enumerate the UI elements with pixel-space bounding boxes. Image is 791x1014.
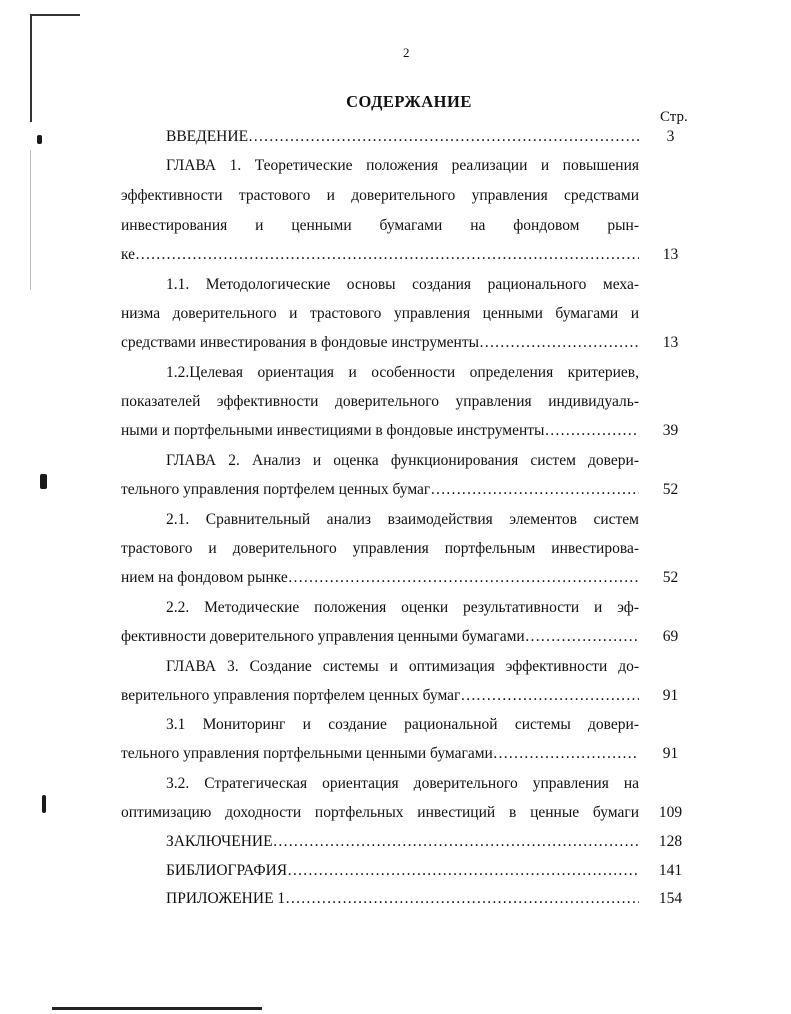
toc-page-number: 91 bbox=[662, 687, 679, 704]
scan-artifact-mark bbox=[37, 135, 42, 144]
scan-artifact-mark bbox=[40, 474, 47, 489]
toc-entry-text: тельного управления портфелем ценных бумаг bbox=[121, 481, 431, 498]
toc-entry-chapter-1-line: эффективности трастового и доверительного управления средствами bbox=[121, 187, 639, 204]
toc-page-number: 52 bbox=[662, 569, 679, 586]
page-column-label: Стр. bbox=[660, 109, 688, 125]
toc-entry-chapter-1[interactable]: ГЛАВА 1. Теоретические положения реализации и повышения bbox=[166, 157, 639, 174]
leader-dots bbox=[479, 328, 639, 358]
toc-entry-chapter-3[interactable]: ГЛАВА 3. Создание системы и оптимизация эффективности до- bbox=[166, 658, 639, 675]
leader-dots bbox=[273, 827, 639, 857]
leader-dots bbox=[525, 622, 639, 652]
toc-entry-section-2-2[interactable]: 2.2. Методические положения оценки результативности и эф- bbox=[166, 599, 639, 616]
toc-entry-text: ЗАКЛЮЧЕНИЕ bbox=[166, 833, 273, 850]
toc-page-number: 128 bbox=[658, 833, 683, 850]
toc-entry-appendix-1[interactable] bbox=[166, 884, 639, 914]
toc-entry-introduction[interactable] bbox=[166, 122, 639, 152]
toc-entry-chapter-1-line bbox=[121, 240, 639, 270]
toc-entry-text: ными и портфельными инвестициями в фондовые инструменты bbox=[121, 422, 545, 439]
toc-entry-chapter-1-line: инвестирования и ценными бумагами на фондовом рын- bbox=[121, 217, 639, 234]
toc-page-number: 91 bbox=[662, 745, 679, 762]
toc-entry-section-3-2[interactable]: 3.2. Стратегическая ориентация доверительного управления на bbox=[166, 775, 639, 792]
toc-entry-text: тельного управления портфельными ценными бумагами bbox=[121, 745, 493, 762]
toc-entry-chapter-2-line bbox=[121, 475, 639, 505]
toc-entry-text: фективности доверительного управления ценными бумагами bbox=[121, 628, 525, 645]
toc-page-number: 109 bbox=[658, 804, 683, 821]
leader-dots bbox=[544, 416, 639, 446]
toc-entry-section-2-1[interactable]: 2.1. Сравнительный анализ взаимодействия элементов систем bbox=[166, 511, 639, 528]
leader-dots bbox=[285, 884, 639, 914]
toc-entry-section-3-1-line bbox=[121, 739, 639, 769]
toc-page-number: 13 bbox=[662, 246, 679, 263]
toc-entry-section-2-2-line bbox=[121, 622, 639, 652]
toc-entry-section-2-1-line bbox=[121, 563, 639, 593]
page-title: СОДЕРЖАНИЕ bbox=[346, 92, 472, 111]
leader-dots bbox=[288, 563, 639, 593]
toc-entry-section-2-1-line: трастового и доверительного управления портфельным инвестирова- bbox=[121, 540, 639, 557]
toc-entry-section-1-1-line bbox=[121, 328, 639, 358]
toc-entry-conclusion[interactable] bbox=[166, 827, 639, 857]
leader-dots bbox=[430, 475, 639, 505]
toc-entry-text: ПРИЛОЖЕНИЕ 1 bbox=[166, 890, 286, 907]
toc-entry-section-1-2[interactable]: 1.2.Целевая ориентация и особенности определения критериев, bbox=[166, 364, 639, 381]
toc-entry-chapter-2[interactable]: ГЛАВА 2. Анализ и оценка функционирования систем довери- bbox=[166, 452, 639, 469]
toc-page-number: 13 bbox=[662, 334, 679, 351]
toc-entry-chapter-3-line bbox=[121, 681, 639, 711]
leader-dots bbox=[493, 739, 639, 769]
toc-entry-section-1-1-line: низма доверительного и трастового управления ценными бумагами и bbox=[121, 305, 639, 322]
toc-entry-text: средствами инвестирования в фондовые инструменты bbox=[121, 334, 480, 351]
toc-entry-text: нием на фондовом рынке bbox=[121, 569, 288, 586]
leader-dots bbox=[287, 856, 639, 886]
toc-page-number: 52 bbox=[662, 481, 679, 498]
toc-entry-text: БИБЛИОГРАФИЯ bbox=[166, 862, 288, 879]
leader-dots bbox=[248, 122, 639, 152]
scan-artifact-mark bbox=[42, 795, 46, 813]
scan-artifact-top-line bbox=[32, 14, 80, 16]
toc-entry-section-1-2-line bbox=[121, 416, 639, 446]
toc-entry-text: верительного управления портфелем ценных бумаг bbox=[121, 687, 461, 704]
toc-page-number: 69 bbox=[662, 628, 679, 645]
scan-artifact-left-line-lower bbox=[30, 150, 31, 290]
toc-page-number: 3 bbox=[666, 128, 675, 145]
toc-entry-bibliography[interactable] bbox=[166, 856, 639, 886]
page-number: 2 bbox=[403, 45, 410, 60]
scan-artifact-bottom-line bbox=[52, 1007, 262, 1010]
toc-entry-section-1-2-line: показателей эффективности доверительного управления индивидуаль- bbox=[121, 393, 639, 410]
toc-entry-section-3-2-line: оптимизацию доходности портфельных инвестиций в ценные бумаги bbox=[121, 804, 639, 821]
toc-entry-text: ке bbox=[121, 246, 136, 263]
toc-page-number: 141 bbox=[658, 862, 683, 879]
toc-entry-text: ВВЕДЕНИЕ bbox=[166, 128, 249, 145]
toc-page-number: 39 bbox=[662, 422, 679, 439]
toc-entry-section-1-1[interactable]: 1.1. Методологические основы создания рационального меха- bbox=[166, 276, 639, 293]
leader-dots bbox=[135, 240, 639, 270]
leader-dots bbox=[460, 681, 639, 711]
toc-entry-section-3-1[interactable]: 3.1 Мониторинг и создание рациональной системы довери- bbox=[166, 716, 639, 733]
toc-page-number: 154 bbox=[658, 890, 683, 907]
